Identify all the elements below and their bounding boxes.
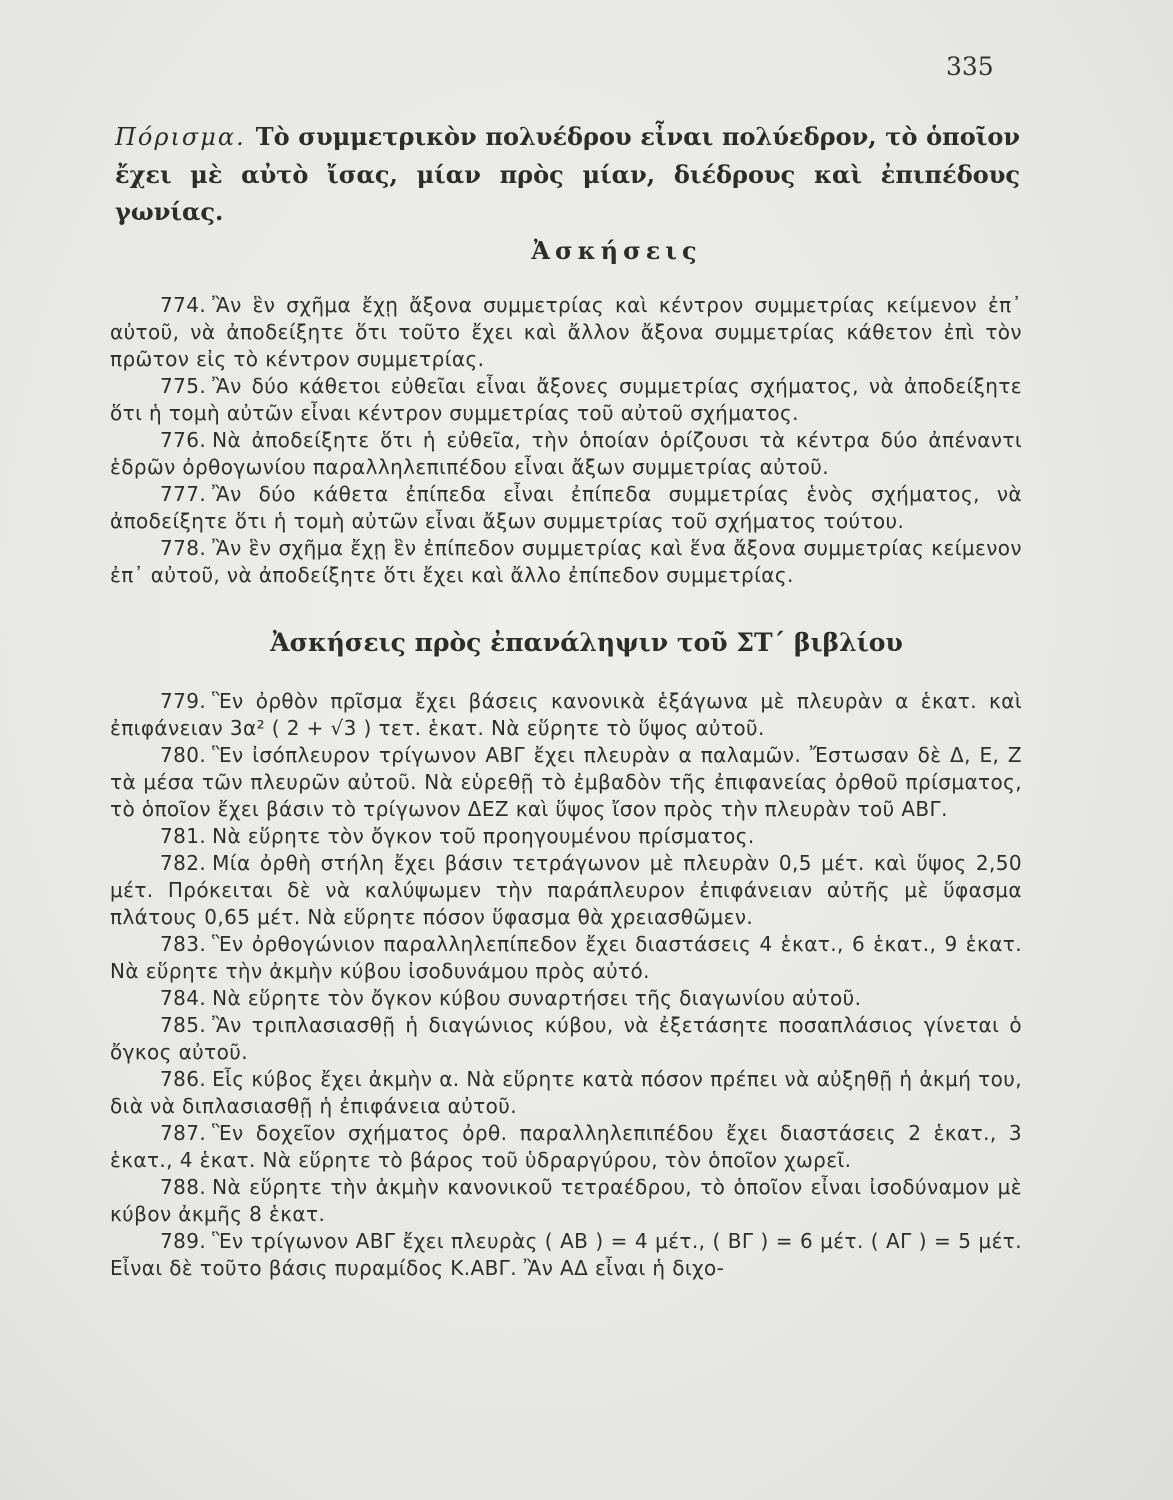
exercise-text: Ἂν δύο κάθετα ἐπίπεδα εἶναι ἐπίπεδα συμμετρίας ἑνὸς σχήματος, νὰ ἀποδείξητε ὅτι ἡ τομὴ αὐτῶν εἶναι ἄξων συμμετρίας τοῦ σχήματος τούτου.: [110, 482, 1022, 533]
exercise-text: Ἂν τριπλασιασθῇ ἡ διαγώνιος κύβου, νὰ ἐξετάσητε ποσαπλάσιος γίνεται ὁ ὄγκος αὐτοῦ.: [110, 1013, 1022, 1064]
exercise-text: Νὰ εὕρητε τὸν ὄγκον κύβου συναρτήσει τῆς διαγωνίου αὐτοῦ.: [212, 986, 862, 1010]
exercise-number: 775.: [160, 374, 207, 398]
exercise-777: [110, 481, 1022, 535]
exercise-782: [110, 850, 1022, 931]
review-heading: Ἀσκήσεις πρὸς ἐπανάληψιν τοῦ ΣΤ΄ βιβλίου: [270, 628, 903, 657]
exercise-number: 774.: [160, 293, 207, 317]
exercise-text: Μία ὀρθὴ στήλη ἔχει βάσιν τετράγωνον μὲ πλευρὰν 0,5 μέτ. καὶ ὕψος 2,50 μέτ. Πρόκειται δὲ νὰ καλύψωμεν τὴν παράπλευρον ἐπιφάνειαν αὐτῆς μὲ ὕφασμα πλάτους 0,65 μέτ. Νὰ εὕρητε πόσον ὕφασμα θὰ χρειασθῶμεν.: [110, 851, 1022, 929]
exercise-783: [110, 931, 1022, 985]
exercise-779: [110, 688, 1022, 742]
exercise-number: 781.: [160, 824, 207, 848]
exercise-786: [110, 1066, 1022, 1120]
exercise-number: 778.: [160, 536, 207, 560]
exercises-list: [110, 292, 1022, 589]
exercise-text: Ἓν ἰσόπλευρον τρίγωνον ΑΒΓ ἔχει πλευρὰν α παλαμῶν. Ἔστωσαν δὲ Δ, Ε, Ζ τὰ μέσα τῶν πλευρῶν αὐτοῦ. Νὰ εὑρεθῇ τὸ ἐμβαδὸν τῆς ἐπιφανείας ὀρθοῦ πρίσματος, τὸ ὁποῖον ἔχει βάσιν τὸ τρίγωνον ΔΕΖ καὶ ὕψος ἴσον πρὸς τὴν πλευρὰν τοῦ ΑΒΓ.: [110, 743, 1022, 821]
exercise-number: 780.: [160, 743, 207, 767]
exercise-788: [110, 1174, 1022, 1228]
exercise-number: 786.: [160, 1067, 207, 1091]
exercise-785: [110, 1012, 1022, 1066]
exercise-text: Νὰ εὕρητε τὴν ἀκμὴν κανονικοῦ τετραέδρου, τὸ ὁποῖον εἶναι ἰσοδύναμον μὲ κύβον ἀκμῆς 8 ἑκατ.: [110, 1175, 1022, 1226]
exercise-number: 784.: [160, 986, 207, 1010]
exercise-text: Νὰ ἀποδείξητε ὅτι ἡ εὐθεῖα, τὴν ὁποίαν ὁρίζουσι τὰ κέντρα δύο ἀπέναντι ἑδρῶν ὀρθογωνίου παραλληλεπιπέδου εἶναι ἄξων συμμετρίας αὐτοῦ.: [110, 428, 1022, 479]
page-number: 335: [946, 52, 994, 81]
corollary: [115, 118, 1020, 230]
corollary-label: Πόρισμα.: [115, 123, 246, 151]
exercise-text: Ἓν ὀρθογώνιον παραλληλεπίπεδον ἔχει διαστάσεις 4 ἑκατ., 6 ἑκατ., 9 ἑκατ. Νὰ εὕρητε τὴν ἀκμὴν κύβου ἰσοδυνάμου πρὸς αὐτό.: [110, 932, 1022, 983]
exercise-number: 785.: [160, 1013, 207, 1037]
exercise-number: 789.: [160, 1229, 207, 1253]
exercise-text: Ἂν δύο κάθετοι εὐθεῖαι εἶναι ἄξονες συμμετρίας σχήματος, νὰ ἀποδείξητε ὅτι ἡ τομὴ αὐτῶν εἶναι κέντρον συμμετρίας τοῦ αὐτοῦ σχήματος.: [110, 374, 1022, 425]
exercise-787: [110, 1120, 1022, 1174]
exercise-775: [110, 373, 1022, 427]
exercises-heading: Ἀσκήσεις: [531, 236, 702, 265]
exercise-text: Νὰ εὕρητε τὸν ὄγκον τοῦ προηγουμένου πρίσματος.: [212, 824, 755, 848]
exercise-text: Ἂν ἓν σχῆμα ἔχῃ ἄξονα συμμετρίας καὶ κέντρον συμμετρίας κείμενον ἐπ᾽ αὐτοῦ, νὰ ἀποδείξητε ὅτι τοῦτο ἔχει καὶ ἄλλον ἄξονα συμμετρίας κάθετον ἐπὶ τὸν πρῶτον εἰς τὸ κέντρον συμμετρίας.: [110, 293, 1022, 371]
corollary-text: Τὸ συμμετρικὸν πολυέδρου εἶναι πολύεδρον, τὸ ὁποῖον ἔχει μὲ αὐτὸ ἴσας, μίαν πρὸς μίαν, διέδρους καὶ ἐπιπέδους γωνίας.: [115, 122, 1020, 226]
exercise-text: Εἷς κύβος ἔχει ἀκμὴν α. Νὰ εὕρητε κατὰ πόσον πρέπει νὰ αὐξηθῇ ἡ ἀκμή του, διὰ νὰ διπλασιασθῇ ἡ ἐπιφάνεια αὐτοῦ.: [110, 1067, 1022, 1118]
exercise-776: [110, 427, 1022, 481]
exercise-text: Ἓν δοχεῖον σχήματος ὀρθ. παραλληλεπιπέδου ἔχει διαστάσεις 2 ἑκατ., 3 ἑκατ., 4 ἑκατ. Νὰ εὕρητε τὸ βάρος τοῦ ὑδραργύρου, τὸν ὁποῖον χωρεῖ.: [110, 1121, 1022, 1172]
exercise-number: 782.: [160, 851, 207, 875]
exercise-number: 783.: [160, 932, 207, 956]
review-exercises-list: [110, 688, 1022, 1282]
exercise-number: 779.: [160, 689, 207, 713]
exercise-780: [110, 742, 1022, 823]
exercise-number: 776.: [160, 428, 207, 452]
exercise-784: [110, 985, 1022, 1012]
exercise-text: Ἓν τρίγωνον ΑΒΓ ἔχει πλευρὰς ( ΑΒ ) = 4 μέτ., ( ΒΓ ) = 6 μέτ. ( ΑΓ ) = 5 μέτ. Εἶναι δὲ τοῦτο βάσις πυραμίδος Κ.ΑΒΓ. Ἂν ΑΔ εἶναι ἡ διχο-: [110, 1229, 1022, 1280]
exercise-number: 787.: [160, 1121, 207, 1145]
exercise-781: [110, 823, 1022, 850]
exercise-774: [110, 292, 1022, 373]
exercise-778: [110, 535, 1022, 589]
exercise-789: [110, 1228, 1022, 1282]
exercise-number: 788.: [160, 1175, 207, 1199]
exercise-text: Ἓν ὀρθὸν πρῖσμα ἔχει βάσεις κανονικὰ ἑξάγωνα μὲ πλευρὰν α ἑκατ. καὶ ἐπιφάνειαν 3α² ( 2 + √3 ) τετ. ἑκατ. Νὰ εὕρητε τὸ ὕψος αὐτοῦ.: [110, 689, 1022, 740]
exercise-text: Ἂν ἓν σχῆμα ἔχῃ ἓν ἐπίπεδον συμμετρίας καὶ ἕνα ἄξονα συμμετρίας κείμενον ἐπ᾽ αὐτοῦ, νὰ ἀποδείξητε ὅτι ἔχει καὶ ἄλλο ἐπίπεδον συμμετρίας.: [110, 536, 1022, 587]
exercise-number: 777.: [160, 482, 207, 506]
